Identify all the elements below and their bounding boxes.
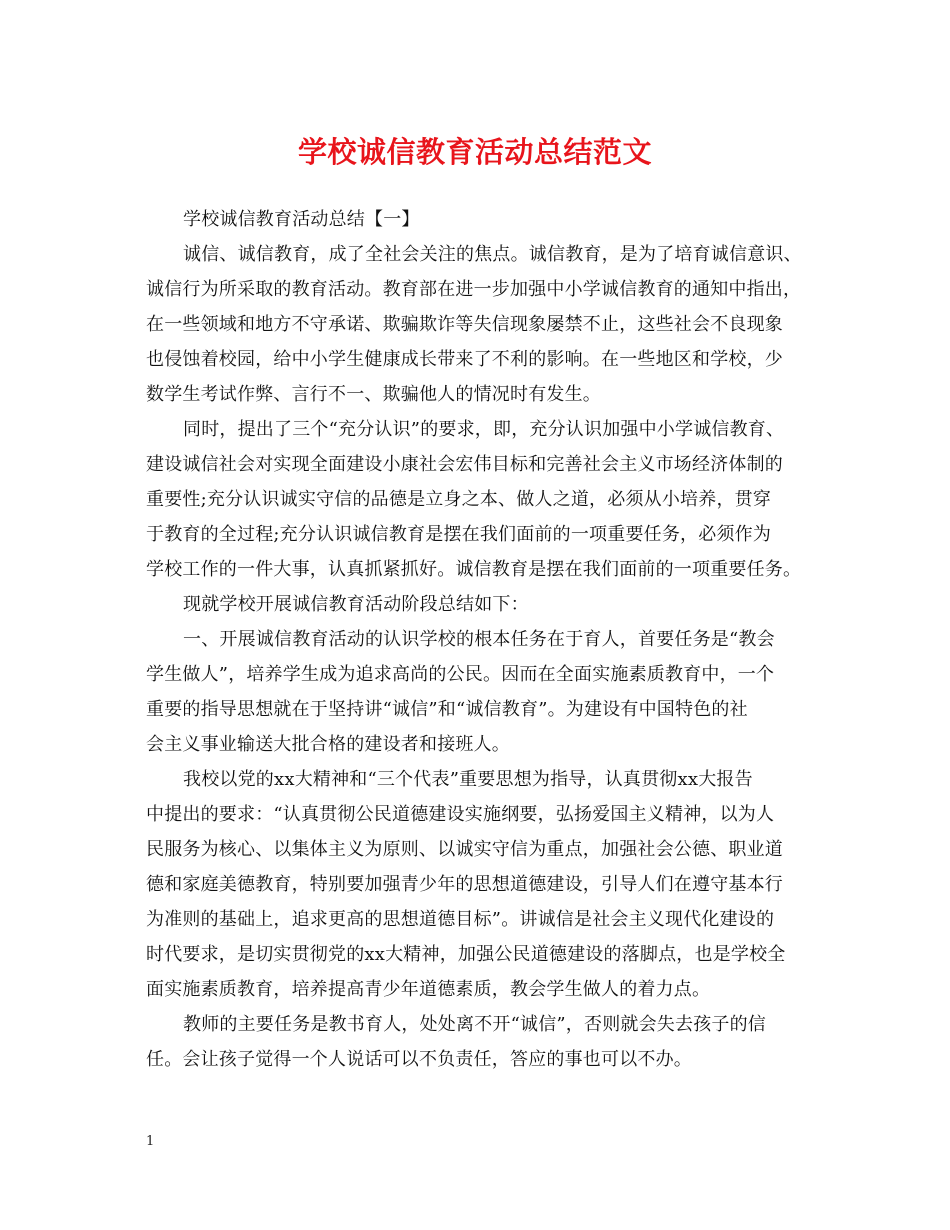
paragraph-line: 重要的指导思想就在于坚持讲“诚信”和“诚信教育”。为建设有中国特色的社	[146, 699, 748, 720]
paragraph-line: 面实施素质教育，培养提高青少年道德素质，教会学生做人的着力点。	[146, 979, 711, 1000]
paragraph-line: 也侵蚀着校园，给中小学生健康成长带来了不利的影响。在一些地区和学校，少	[146, 349, 783, 370]
paragraph-line: 为准则的基础上，追求更高的思想道德目标”。讲诚信是社会主义现代化建设的	[146, 909, 775, 930]
paragraph-line: 我校以党的xx大精神和“三个代表”重要思想为指导，认真贯彻xx大报告	[183, 769, 753, 790]
paragraph-line: 会主义事业输送大批合格的建设者和接班人。	[146, 734, 510, 755]
paragraph-line: 同时，提出了三个“充分认识”的要求，即，充分认识加强中小学诚信教育、	[183, 419, 785, 440]
paragraph-line: 于教育的全过程;充分认识诚信教育是摆在我们面前的一项重要任务，必须作为	[146, 524, 772, 545]
paragraph-line: 诚信、诚信教育，成了全社会关注的焦点。诚信教育，是为了培育诚信意识、	[183, 244, 802, 265]
paragraph-line: 学校工作的一件大事，认真抓紧抓好。诚信教育是摆在我们面前的一项重要任务。	[146, 559, 802, 580]
paragraph-line: 中提出的要求：“认真贯彻公民道德建设实施纲要，弘扬爱国主义精神，以为人	[146, 804, 775, 825]
paragraph-line: 教师的主要任务是教书育人，处处离不开“诚信”，否则就会失去孩子的信	[183, 1014, 767, 1035]
paragraph-line: 现就学校开展诚信教育活动阶段总结如下：	[183, 594, 529, 615]
paragraph-line: 数学生考试作弊、言行不一、欺骗他人的情况时有发生。	[146, 384, 601, 405]
page-number: 1	[146, 1134, 155, 1149]
paragraph-line: 民服务为核心、以集体主义为原则、以诚实守信为重点，加强社会公德、职业道	[146, 839, 783, 860]
paragraph-line: 诚信行为所采取的教育活动。教育部在进一步加强中小学诚信教育的通知中指出，	[146, 279, 802, 300]
paragraph-line: 一、开展诚信教育活动的认识学校的根本任务在于育人，首要任务是“教会	[183, 629, 775, 650]
paragraph-line: 任。会让孩子觉得一个人说话可以不负责任，答应的事也可以不办。	[146, 1049, 692, 1070]
paragraph-line: 建设诚信社会对实现全面建设小康社会宏伟目标和完善社会主义市场经济体制的	[146, 454, 783, 475]
paragraph-line: 在一些领域和地方不守承诺、欺骗欺诈等失信现象屡禁不止，这些社会不良现象	[146, 314, 783, 335]
paragraph-line: 德和家庭美德教育，特别要加强青少年的思想道德建设，引导人们在遵守基本行	[146, 874, 783, 895]
paragraph-line: 学生做人”，培养学生成为追求高尚的公民。因而在全面实施素质教育中，一个	[146, 664, 775, 685]
paragraph-line: 重要性;充分认识诚实守信的品德是立身之本、做人之道，必须从小培养，贯穿	[146, 489, 772, 510]
document-title: 学校诚信教育活动总结范文	[297, 135, 652, 169]
section-heading: 学校诚信教育活动总结【一】	[183, 209, 420, 230]
paragraph-line: 时代要求，是切实贯彻党的xx大精神，加强公民道德建设的落脚点，也是学校全	[146, 944, 786, 965]
